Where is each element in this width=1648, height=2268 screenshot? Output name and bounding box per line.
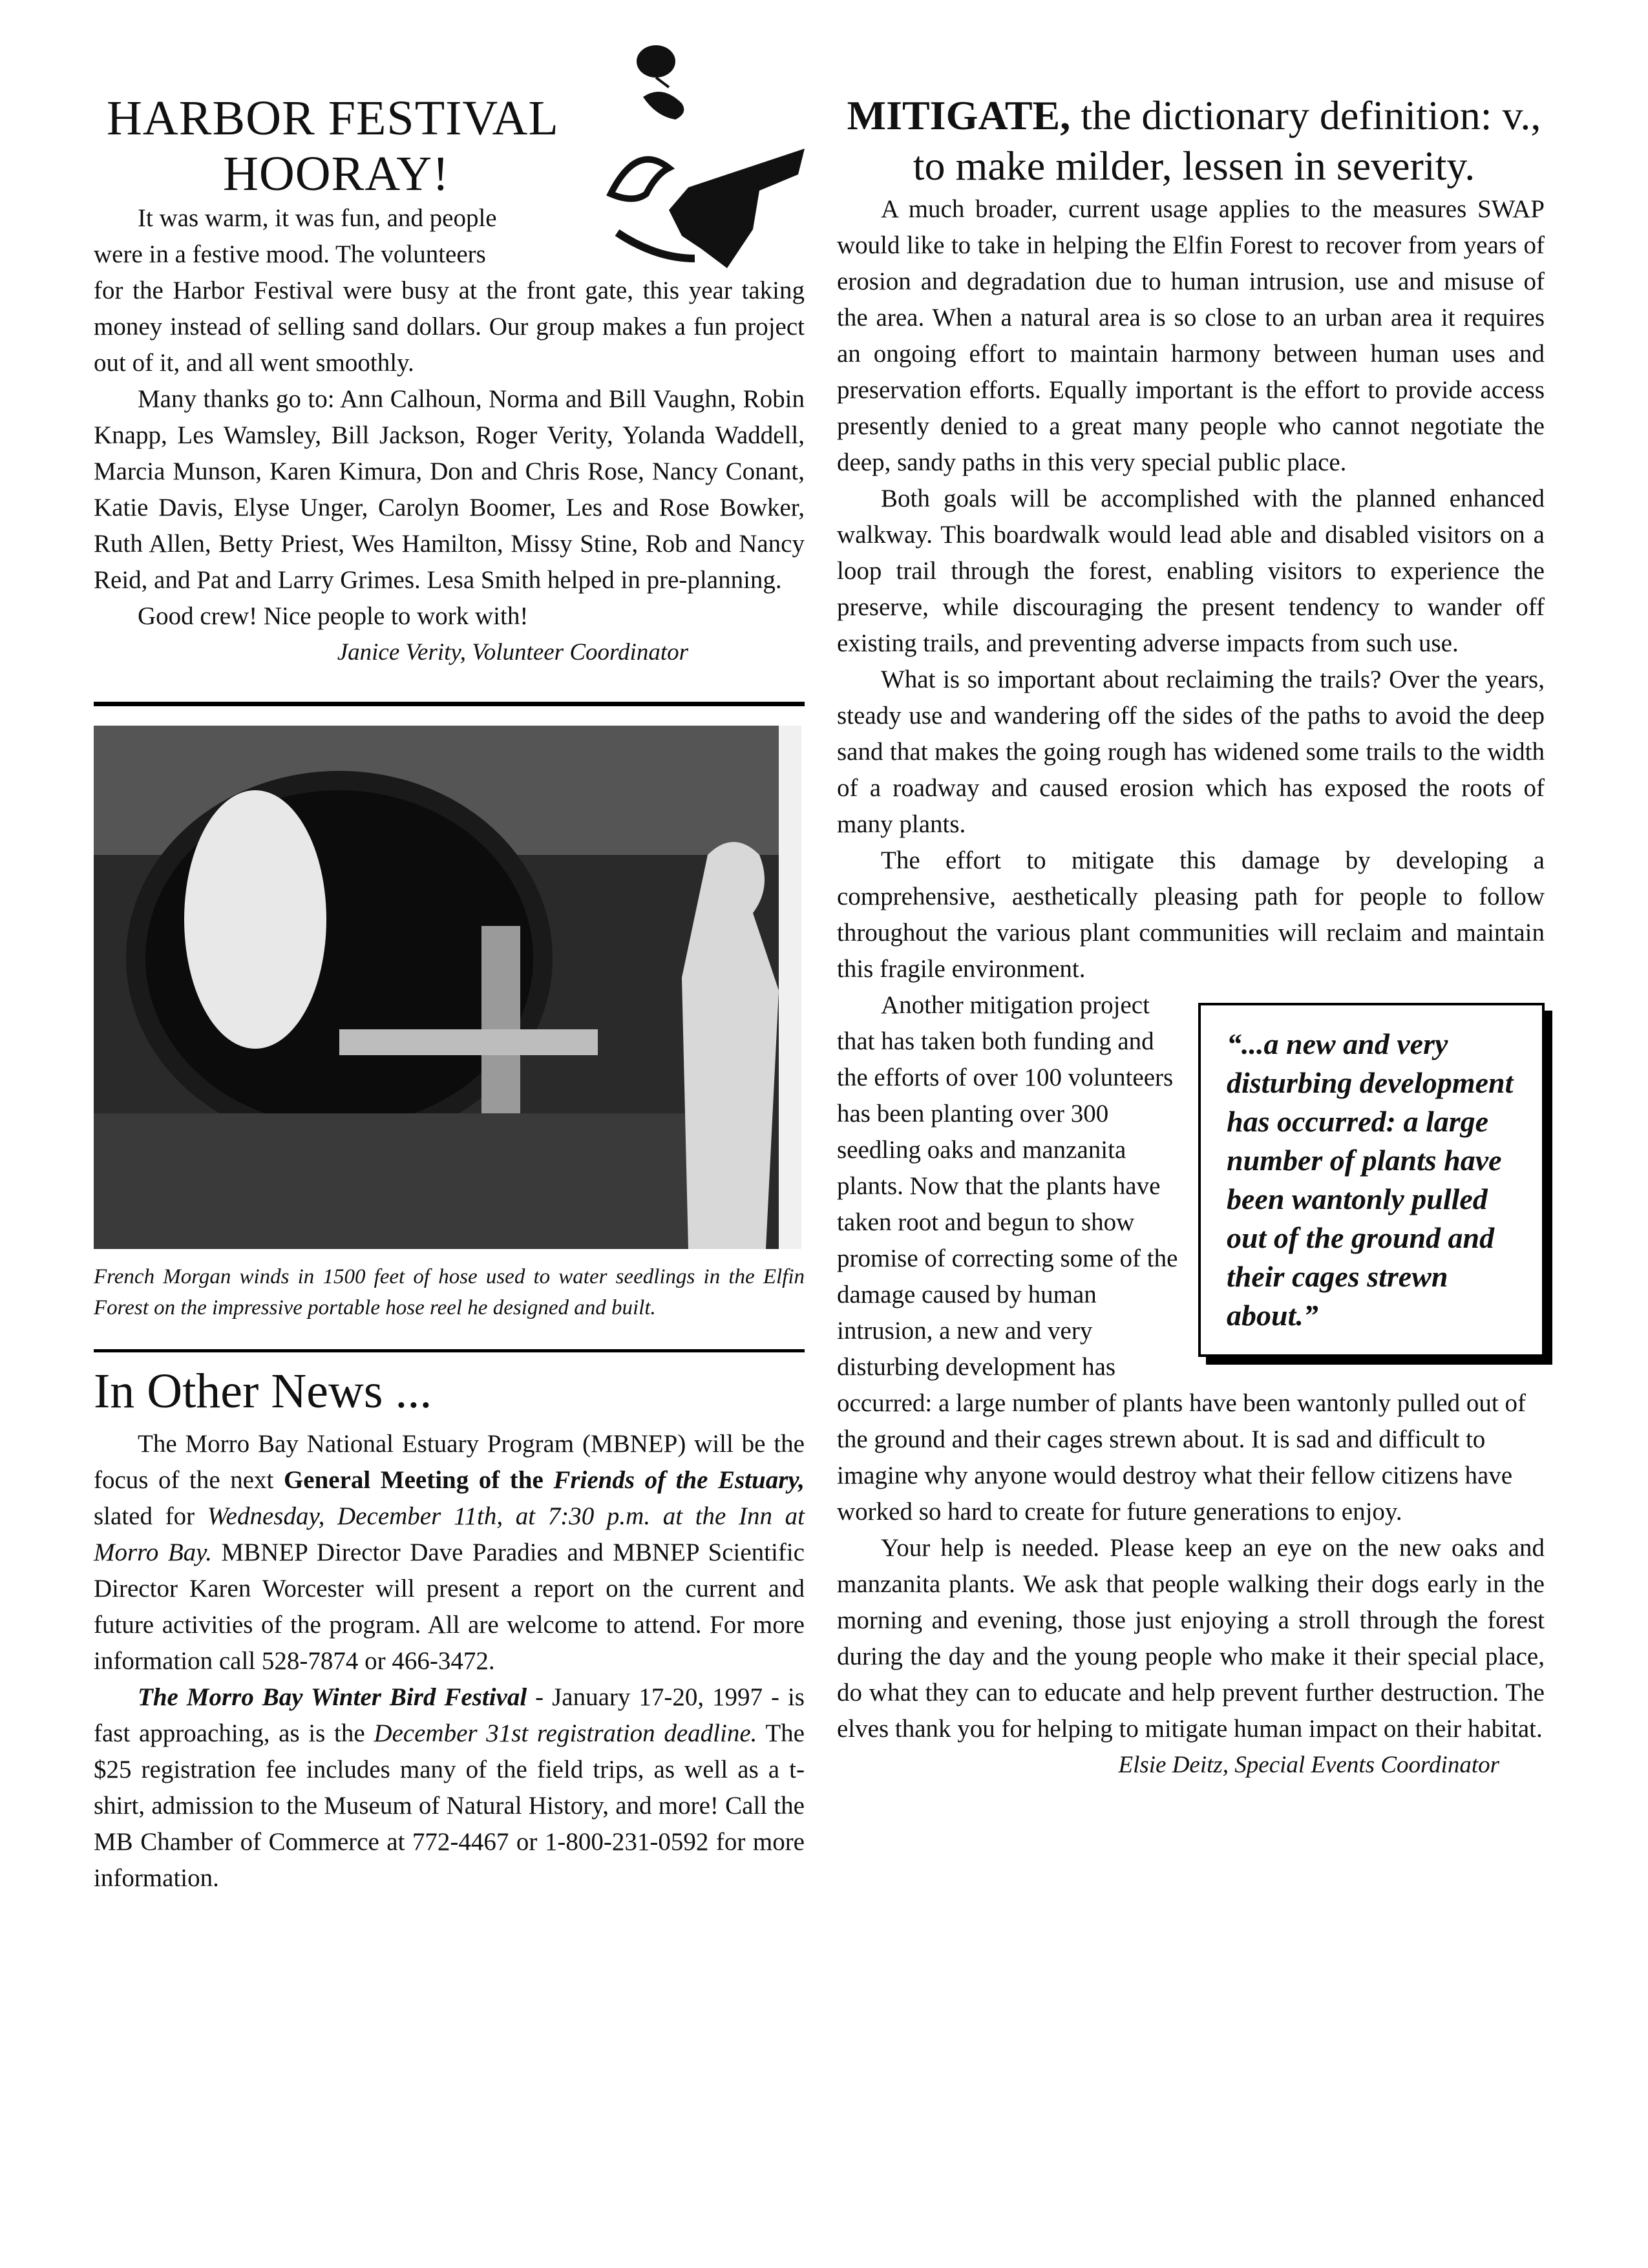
hose-reel-side-disc bbox=[184, 790, 326, 1049]
harbor-para3: Good crew! Nice people to work with! bbox=[138, 602, 529, 630]
trailer-bed bbox=[94, 1113, 740, 1249]
elf-balloon-shape bbox=[637, 45, 675, 78]
news-para2-bolditalic: The Morro Bay Winter Bird Festival bbox=[138, 1683, 527, 1711]
elf-illustration bbox=[591, 39, 805, 297]
mitigate-title-definition: the dictionary definition: v., to make milder, lessen in severity. bbox=[913, 92, 1541, 189]
elf-creature-small bbox=[643, 92, 684, 120]
news-para1-italic: Wednesday, December 11th, at 7:30 p.m. at the Inn at Morro Bay. bbox=[94, 1502, 805, 1566]
news-para1 bbox=[94, 1426, 805, 1679]
news-para2 bbox=[94, 1679, 805, 1896]
harbor-festival-header bbox=[94, 39, 805, 200]
harbor-para1c: for the Harbor Festival were busy at the front gate, this year taking money instead of selling sand dollars. Our group makes a fun project out of it, and all went smoothly. bbox=[94, 277, 805, 377]
harbor-festival-title-line1: HARBOR FESTIVAL bbox=[107, 91, 559, 145]
news-para1-bolditalic: Friends of the Estuary, bbox=[553, 1466, 805, 1494]
left-column bbox=[94, 39, 805, 1896]
pull-quote: “...a new and very disturbing development has occurred: a large number of plants have been wantonly pulled out of the ground and their cages strewn about.” bbox=[1198, 1003, 1545, 1357]
elf-balloon-string bbox=[656, 78, 669, 87]
right-column bbox=[837, 90, 1545, 1783]
mitigate-para1: A much broader, current usage applies to the measures SWAP would like to take in helping the Elfin Forest to recover from years of erosion and degradation due to human intrusion, use and misuse of the area. When a natural area is so close to an urban area it requires an ongoing effort to maintain harmony between human uses and preservation efforts. Equally important is the effort to provide access presently denied to a great many people who cannot negotiate the deep, sandy paths in this very special public place. bbox=[837, 195, 1545, 476]
mitigate-credit: Elsie Deitz, Special Events Coordinator bbox=[1118, 1752, 1499, 1778]
news-para2-text-a: - January 17-20, 1997 - is fast approaching, as is the bbox=[94, 1683, 805, 1747]
news-para2-italic: December 31st registration deadline. bbox=[374, 1719, 757, 1747]
mitigate-para4: The effort to mitigate this damage by developing a comprehensive, aesthetically pleasing path for people to follow throughout the various plant communities will reclaim and maintain this fragile environment. bbox=[837, 846, 1545, 983]
news-para2-text-b: The $25 registration fee includes many of the field trips, as well as a t-shirt, admission to the Museum of Natural History, and more! Call the MB Chamber of Commerce at 772-4467 or 1-800-231-0592 for more information. bbox=[94, 1719, 805, 1892]
mitigate-para6: Your help is needed. Please keep an eye on the new oaks and manzanita plants. We ask that people walking their dogs early in the morning and evening, those just enjoying a stroll through the forest during the day and the young people who make it their special place, do what they can to educate and help prevent further destruction. The elves thank you for helping to mitigate human impact on their habitat. bbox=[837, 1534, 1545, 1743]
harbor-credit: Janice Verity, Volunteer Coordinator bbox=[337, 639, 688, 666]
harbor-festival-title-line2: HOORAY! bbox=[223, 147, 450, 201]
mitigate-para2: Both goals will be accomplished with the planned enhanced walkway. This boardwalk would lead able and disabled visitors on a loop trail through the forest, enabling visitors to experience the preserve, while discouraging the present tendency to wander off existing trails, and preventing adverse impacts from such use. bbox=[837, 485, 1545, 657]
news-para1-text-a: The Morro Bay National Estuary Program (MBNEP) will be the focus of the next bbox=[94, 1430, 805, 1494]
photo-caption: French Morgan winds in 1500 feet of hose used to water seedlings in the Elfin Forest on the impressive portable hose reel he designed and built. bbox=[94, 1265, 805, 1319]
mitigate-title-word: MITIGATE, bbox=[847, 92, 1071, 138]
section-divider bbox=[94, 1349, 805, 1352]
hose-reel-photo bbox=[94, 726, 801, 1249]
other-news-title: In Other News ... bbox=[94, 1364, 432, 1418]
elf-horn bbox=[611, 160, 669, 199]
news-para1-text-b: slated for bbox=[94, 1502, 207, 1530]
news-para1-bold: General Meeting of the bbox=[283, 1466, 554, 1494]
mitigate-title bbox=[830, 90, 1558, 191]
news-para1-text-c: MBNEP Director Dave Paradies and MBNEP Scientific Director Karen Worcester will present a report on the current and future activities of the program. All are welcome to attend. For more information call 528-7874 or 466-3472. bbox=[94, 1538, 805, 1675]
harbor-para1b: were in a festive mood. The volunteers bbox=[94, 240, 486, 268]
elf-figure bbox=[669, 149, 805, 268]
mitigate-para3: What is so important about reclaiming the trails? Over the years, steady use and wandering off the sides of the paths to avoid the deep sand that makes the going rough has widened some trails to the width of a roadway and caused erosion which has exposed the roots of many plants. bbox=[837, 666, 1545, 838]
mitigate-para5: Another mitigation project that has taken both funding and the efforts of over 100 volunteers has been planting over 300 seedling oaks and manzanita plants. Now that the plants have taken root and begun to show promise of correcting some of the damage caused by human intrusion, a new and very disturbing development has occurred: a large number of plants have been wantonly pulled out of the ground and their cages strewn about. It is sad and difficult to imagine why anyone would destroy what their fellow citizens have worked so hard to create for future generations to enjoy. bbox=[837, 991, 1527, 1526]
harbor-para1a: It was warm, it was fun, and people bbox=[138, 204, 497, 232]
harbor-para2: Many thanks go to: Ann Calhoun, Norma and Bill Vaughn, Robin Knapp, Les Wamsley, Bill Jackson, Roger Verity, Yolanda Waddell, Marcia Munson, Karen Kimura, Don and Chris Rose, Nancy Conant, Katie Davis, Elyse Unger, Carolyn Boomer, Les and Rose Bowker, Ruth Allen, Betty Priest, Wes Hamilton, Missy Stine, Rob and Nancy Reid, and Pat and Larry Grimes. Lesa Smith helped in pre-planning. bbox=[94, 385, 805, 594]
section-divider bbox=[94, 702, 805, 706]
